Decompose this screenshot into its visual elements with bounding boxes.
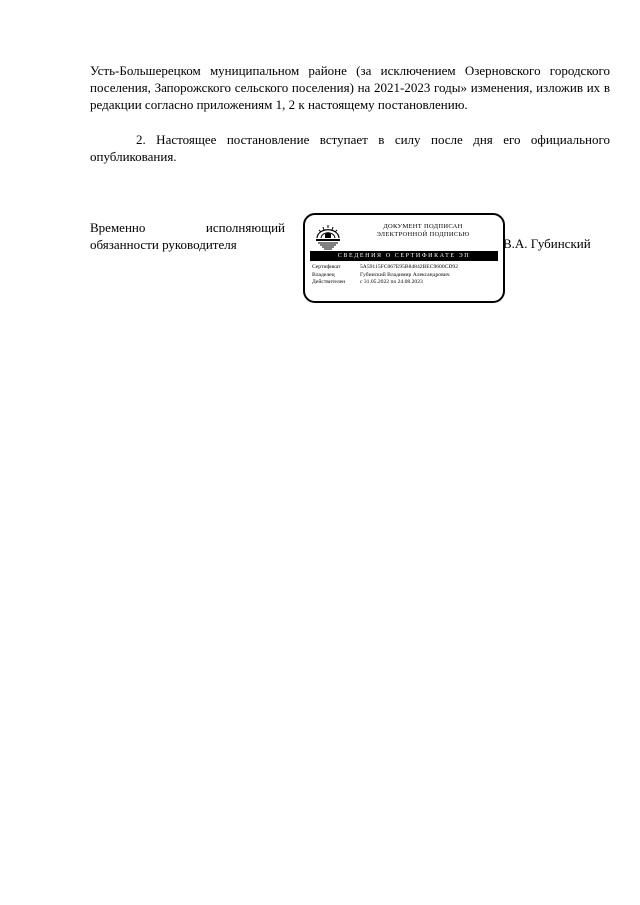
stamp-row-label: Сертификат (312, 264, 341, 270)
signer-position-word1: Временно (90, 220, 146, 235)
paragraph-continuation: Усть-Большерецком муниципальном районе (за исключением Озерновского городского поселения, Запорожского сельского поселения) на 2021-2023 годы» изменения, изложив их в редакции согласно приложениям 1, 2 к настоящему постановлению. (90, 63, 610, 113)
signer-name: В.А. Губинский (503, 236, 591, 251)
stamp-row-label: Владелец (312, 271, 335, 278)
stamp-row-certificate (312, 264, 498, 272)
stamp-details (312, 264, 498, 287)
signer-position-line1 (90, 219, 285, 236)
stamp-header (353, 223, 493, 238)
stamp-row-value: Губинский Владимир Александрович (360, 271, 450, 278)
stamp-row-value: с 31.05.2022 по 24.08.2023 (360, 279, 423, 286)
stamp-header-line1: ДОКУМЕНТ ПОДПИСАН (383, 223, 463, 230)
signer-position-line2: обязанности руководителя (90, 237, 237, 252)
stamp-row-label: Действителен (312, 279, 346, 286)
coat-of-arms-icon (313, 221, 343, 251)
stamp-row-validity (312, 279, 498, 287)
signer-position (90, 219, 285, 253)
stamp-row-value: 5A59115FC067E95B84842BEC9600CD92 (360, 264, 459, 270)
signer-position-word2: исполняющий (205, 220, 285, 235)
paragraph-effective-date: 2. Настоящее постановление вступает в силу после дня его официального опубликования. (90, 132, 610, 165)
stamp-header-line2: ЭЛЕКТРОННОЙ ПОДПИСЬЮ (376, 230, 470, 238)
e-signature-stamp (303, 213, 505, 303)
stamp-certificate-bar: СВЕДЕНИЯ О СЕРТИФИКАТЕ ЭП (310, 251, 498, 261)
